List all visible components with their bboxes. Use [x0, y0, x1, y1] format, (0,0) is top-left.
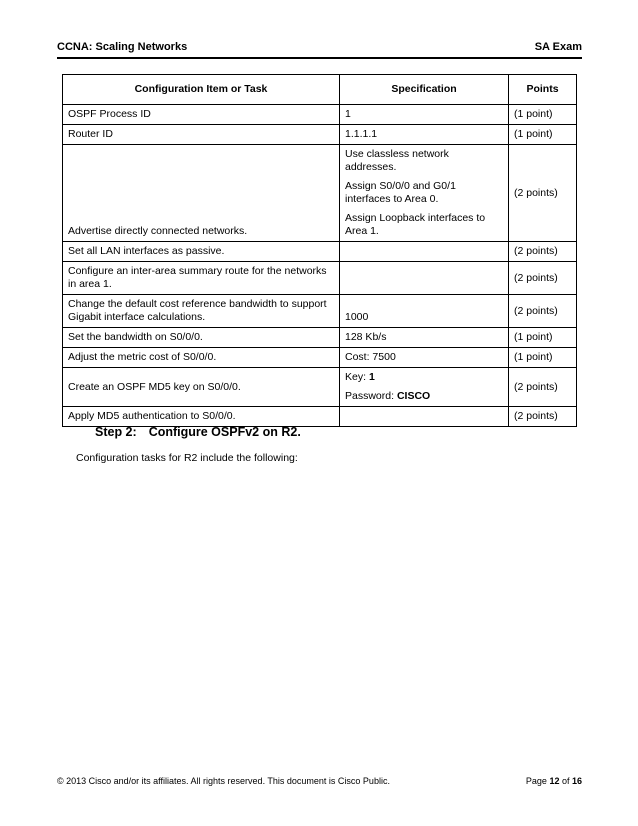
spec-cell: 128 Kb/s [340, 328, 509, 348]
page-header [57, 41, 582, 59]
spec-cell: Cost: 7500 [340, 348, 509, 368]
column-header-task: Configuration Item or Task [63, 75, 340, 105]
points-cell: (2 points) [509, 145, 577, 242]
task-cell: Set the bandwidth on S0/0/0. [63, 328, 340, 348]
points-cell: (1 point) [509, 105, 577, 125]
points-cell: (1 point) [509, 328, 577, 348]
page-total: 16 [571, 776, 582, 786]
task-cell: Set all LAN interfaces as passive. [63, 242, 340, 262]
points-cell: (2 points) [509, 407, 577, 427]
spec-cell [340, 368, 509, 407]
configuration-table [62, 74, 577, 427]
table-row [63, 328, 577, 348]
column-header-specification: Specification [340, 75, 509, 105]
page-separator: of [559, 776, 572, 786]
table-header-row [63, 75, 577, 105]
key-label: Key: [345, 371, 369, 383]
password-line [345, 390, 503, 403]
task-cell: Create an OSPF MD5 key on S0/0/0. [63, 368, 340, 407]
spec-cell [340, 242, 509, 262]
table-row [63, 407, 577, 427]
points-cell: (2 points) [509, 262, 577, 295]
step-description: Configuration tasks for R2 include the following: [76, 452, 298, 464]
table-row [63, 125, 577, 145]
points-cell: (1 point) [509, 348, 577, 368]
table-row [63, 262, 577, 295]
spec-cell: 1000 [340, 295, 509, 328]
points-cell: (2 points) [509, 242, 577, 262]
page-number [526, 776, 582, 787]
page-prefix: Page [525, 776, 550, 786]
step-title-text: Configure OSPFv2 on R2. [148, 425, 301, 439]
table-row [63, 368, 577, 407]
spec-cell [340, 145, 509, 242]
spec-cell: 1.1.1.1 [340, 125, 509, 145]
spec-line: Assign Loopback interfaces to Area 1. [345, 212, 486, 237]
step-number: Step 2: [95, 425, 137, 439]
spec-line: Assign S0/0/0 and G0/1 interfaces to Area 0. [345, 180, 456, 205]
task-cell: Apply MD5 authentication to S0/0/0. [63, 407, 340, 427]
table-row [63, 145, 577, 242]
spec-cell: 1 [340, 105, 509, 125]
page-current: 12 [549, 776, 560, 786]
spec-line: Use classless network addresses. [345, 148, 449, 173]
copyright-notice: © 2013 Cisco and/or its affiliates. All rights reserved. This document is Cisco Public. [57, 776, 390, 786]
key-value: 1 [368, 371, 375, 383]
table-row [63, 242, 577, 262]
task-cell: OSPF Process ID [63, 105, 340, 125]
points-cell: (2 points) [509, 295, 577, 328]
key-line [345, 371, 503, 384]
task-cell: Configure an inter-area summary route for the networks in area 1. [63, 262, 340, 295]
spec-cell [340, 262, 509, 295]
step-heading [95, 425, 301, 439]
header-course-title: CCNA: Scaling Networks [57, 41, 188, 53]
header-exam-title: SA Exam [534, 41, 582, 53]
task-cell: Router ID [63, 125, 340, 145]
task-cell: Change the default cost reference bandwidth to support Gigabit interface calculations. [63, 295, 340, 328]
column-header-points: Points [509, 75, 577, 105]
password-value: CISCO [396, 390, 431, 402]
spec-cell [340, 407, 509, 427]
task-cell: Adjust the metric cost of S0/0/0. [63, 348, 340, 368]
points-cell: (2 points) [509, 368, 577, 407]
task-cell: Advertise directly connected networks. [63, 145, 340, 242]
table-row [63, 105, 577, 125]
password-label: Password: [345, 390, 397, 402]
table-row [63, 295, 577, 328]
points-cell: (1 point) [509, 125, 577, 145]
table-row [63, 348, 577, 368]
